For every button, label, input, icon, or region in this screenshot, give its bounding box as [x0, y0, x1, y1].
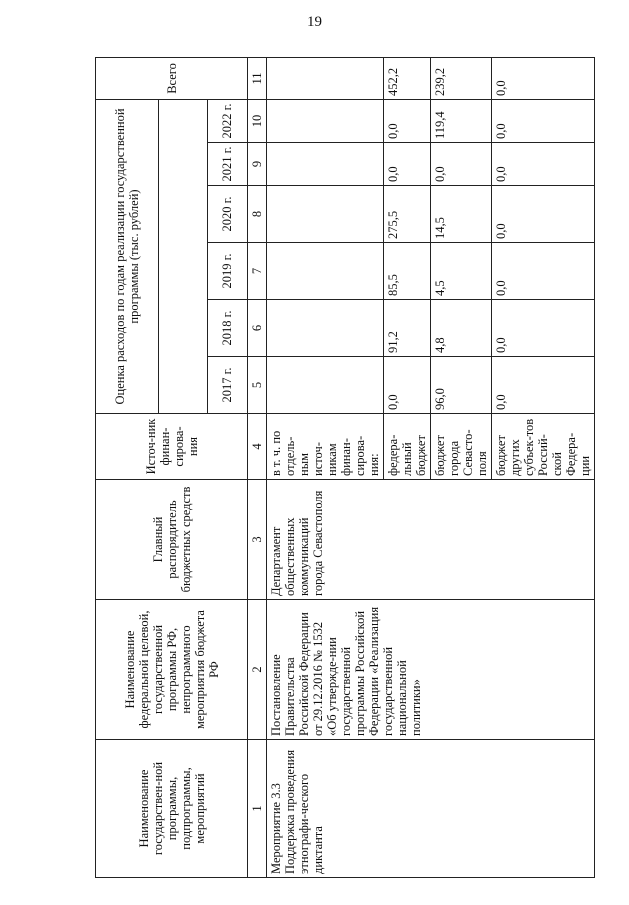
value-cell: 85,5 — [384, 243, 431, 300]
value-cell: 0,0 — [492, 357, 595, 414]
column-number: 4 — [248, 414, 267, 480]
value-cell: 0,0 — [431, 143, 492, 186]
column-number: 5 — [248, 357, 267, 414]
header-year-2021: 2021 г. — [207, 143, 247, 186]
value-cell: 0,0 — [384, 143, 431, 186]
column-number: 9 — [248, 143, 267, 186]
table-container — [95, 58, 595, 878]
column-number: 2 — [248, 600, 267, 740]
value-cell: 0,0 — [384, 357, 431, 414]
header-total: Всего — [96, 57, 248, 99]
value-cell: 0,0 — [384, 99, 431, 142]
header-year-2022: 2022 г. — [207, 99, 247, 142]
value-cell: 452,2 — [384, 57, 431, 99]
value-cell — [267, 186, 384, 243]
header-col1: Наименование государствен-ной программы, подпрограммы, мероприятий — [96, 740, 248, 878]
value-cell: 0,0 — [492, 186, 595, 243]
table-row — [267, 57, 384, 877]
source-label: федера-льный бюджет — [384, 414, 431, 480]
column-number: 6 — [248, 300, 267, 357]
value-cell: 0,0 — [492, 243, 595, 300]
value-cell: 0,0 — [492, 300, 595, 357]
column-number: 10 — [248, 99, 267, 142]
value-cell: 275,5 — [384, 186, 431, 243]
header-col2: Наименование федеральной целевой, государственной программы РФ, непрограммного мероприятия бюджета РФ — [96, 600, 248, 740]
header-year-2020: 2020 г. — [207, 186, 247, 243]
budget-manager: Департамент общественных коммуникаций города Севастополя — [267, 480, 595, 600]
value-cell: 91,2 — [384, 300, 431, 357]
value-cell: 96,0 — [431, 357, 492, 414]
value-cell: 0,0 — [492, 143, 595, 186]
header-year-2017: 2017 г. — [207, 357, 247, 414]
activity-name: Мероприятие 3.3 Поддержка проведения этнографи-ческого диктанта — [267, 740, 595, 878]
value-cell: 4,5 — [431, 243, 492, 300]
page-number: 19 — [307, 14, 322, 30]
column-number: 3 — [248, 480, 267, 600]
source-label: бюджет других субъек-тов Россий-ской Федера-ции — [492, 414, 595, 480]
column-number: 11 — [248, 57, 267, 99]
value-cell — [267, 357, 384, 414]
column-number: 8 — [248, 186, 267, 243]
header-col4: Источ-ник финан-сирова-ния — [96, 414, 248, 480]
value-cell — [267, 243, 384, 300]
value-cell — [267, 300, 384, 357]
value-cell — [267, 57, 384, 99]
header-estimate: Оценка расходов по годам реализации государственной программы (тыс. рублей) — [96, 99, 159, 413]
value-cell — [267, 143, 384, 186]
program-name: Постановление Правительства Российской Федерации от 29.12.2016 № 1532 «Об утвержде-нии государственной программы Российской Федерации «Реализация государственной национальной политики» — [267, 600, 595, 740]
budget-table — [95, 57, 595, 878]
column-number: 1 — [248, 740, 267, 878]
header-year-2018: 2018 г. — [207, 300, 247, 357]
column-number: 7 — [248, 243, 267, 300]
source-label: в т. ч. по отдель-ным источ-никам финан-сирова-ния: — [267, 414, 384, 480]
value-cell: 0,0 — [492, 99, 595, 142]
value-cell: 0,0 — [492, 57, 595, 99]
header-year-2019: 2019 г. — [207, 243, 247, 300]
value-cell: 14,5 — [431, 186, 492, 243]
header-col3: Главный распорядитель бюджетных средств — [96, 480, 248, 600]
value-cell: 239,2 — [431, 57, 492, 99]
value-cell: 119,4 — [431, 99, 492, 142]
source-label: бюджет города Севасто-поля — [431, 414, 492, 480]
value-cell — [267, 99, 384, 142]
value-cell: 4,8 — [431, 300, 492, 357]
